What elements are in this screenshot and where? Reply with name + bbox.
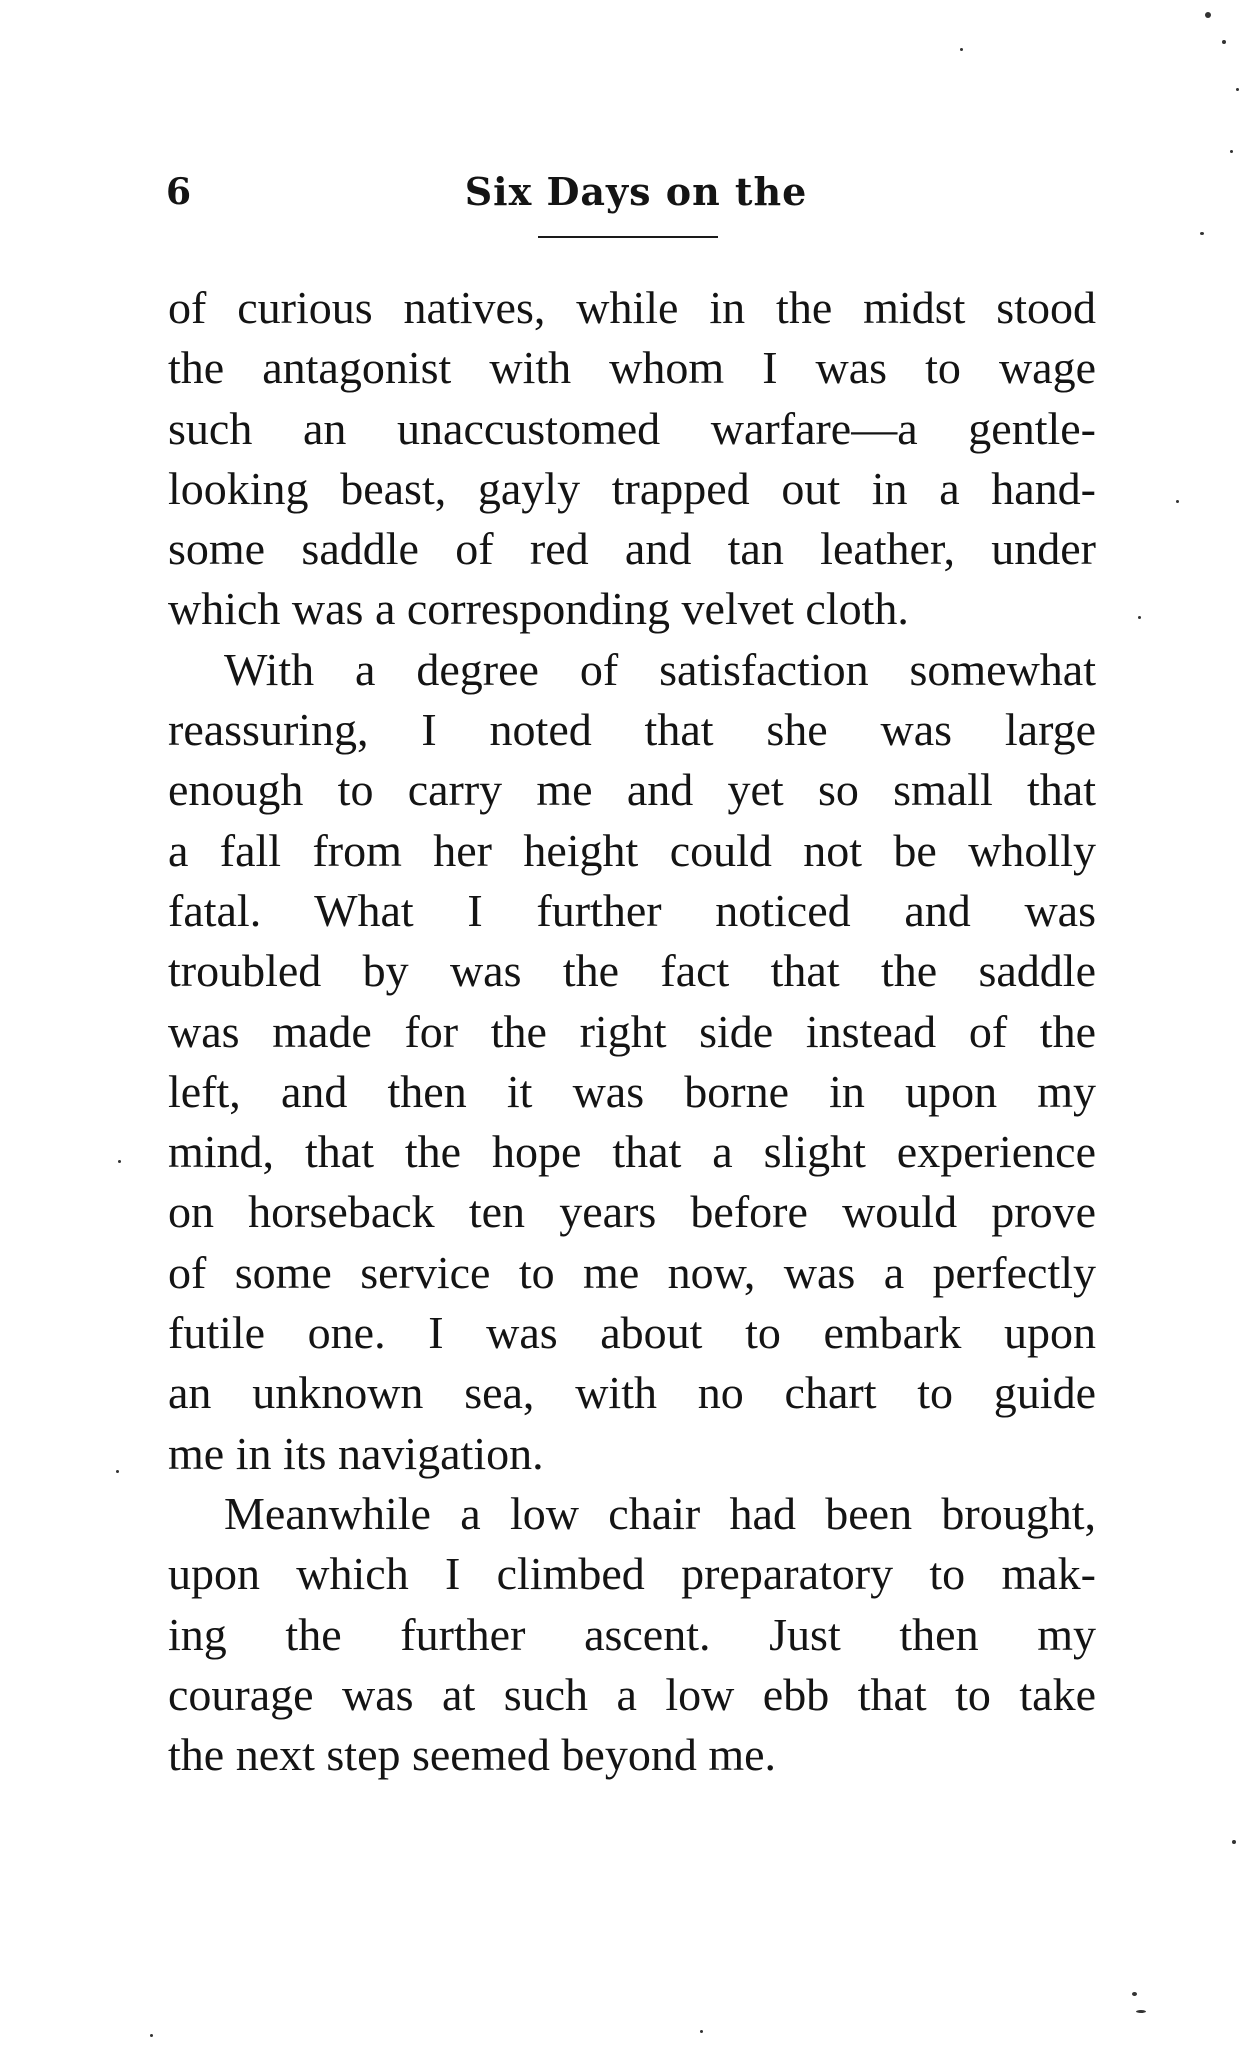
- text-line: fatal. What I further noticed and was: [168, 884, 1096, 936]
- scan-speck: [116, 1470, 119, 1473]
- paragraph-2: [168, 640, 1096, 1484]
- text-line: was made for the right side instead of the: [168, 1005, 1096, 1057]
- text-line: troubled by was the fact that the saddle: [168, 945, 1096, 997]
- text-line: on horseback ten years before would prove: [168, 1186, 1096, 1238]
- scan-speck: [700, 2030, 703, 2033]
- scan-speck: [1136, 2010, 1146, 2013]
- text-line: mind, that the hope that a slight experience: [168, 1126, 1096, 1178]
- body-text: [168, 278, 1096, 1785]
- text-line: of curious natives, while in the midst stood: [168, 282, 1096, 333]
- text-line: left, and then it was borne in upon my: [168, 1065, 1096, 1117]
- paragraph-1: [168, 278, 1096, 640]
- text-line: futile one. I was about to embark upon: [168, 1307, 1096, 1359]
- text-line: Meanwhile a low chair had been brought,: [224, 1487, 1096, 1539]
- text-line: courage was at such a low ebb that to take: [168, 1668, 1096, 1720]
- running-title: Six Days on the: [464, 169, 808, 214]
- text-line: some saddle of red and tan leather, under: [168, 523, 1096, 575]
- text-line: which was a corresponding velvet cloth.: [168, 583, 909, 635]
- text-line: enough to carry me and yet so small that: [168, 764, 1096, 816]
- text-line: a fall from her height could not be wholly: [168, 824, 1096, 876]
- scan-speck: [1138, 616, 1141, 619]
- page-number: 6: [166, 171, 192, 213]
- text-line: ing the further ascent. Just then my: [168, 1608, 1096, 1660]
- scan-speck: [118, 1160, 121, 1163]
- scan-speck: [1230, 150, 1233, 153]
- scan-speck: [1132, 1992, 1137, 1996]
- text-line: upon which I climbed preparatory to mak-: [168, 1548, 1096, 1600]
- scan-speck: [1200, 232, 1204, 235]
- scan-speck: [1222, 40, 1226, 44]
- page-header: [166, 168, 1098, 238]
- text-line: such an unaccustomed warfare—a gentle-: [168, 402, 1096, 454]
- scan-speck: [150, 2034, 153, 2037]
- text-line: With a degree of satisfaction somewhat: [224, 643, 1096, 695]
- paragraph-3: [168, 1484, 1096, 1785]
- text-line: an unknown sea, with no chart to guide: [168, 1367, 1096, 1419]
- text-line: the next step seemed beyond me.: [168, 1729, 777, 1781]
- scan-speck: [1232, 1840, 1236, 1844]
- scan-speck: [1236, 88, 1239, 91]
- scan-speck: [1205, 12, 1211, 18]
- text-line: reassuring, I noted that she was large: [168, 704, 1096, 756]
- text-line: me in its navigation.: [168, 1427, 544, 1479]
- scan-speck: [1176, 500, 1179, 503]
- header-rule: [538, 236, 718, 238]
- text-line: looking beast, gayly trapped out in a hand-: [168, 462, 1096, 514]
- scan-speck: [960, 48, 963, 51]
- text-line: of some service to me now, was a perfectly: [168, 1246, 1096, 1298]
- text-line: the antagonist with whom I was to wage: [168, 342, 1096, 394]
